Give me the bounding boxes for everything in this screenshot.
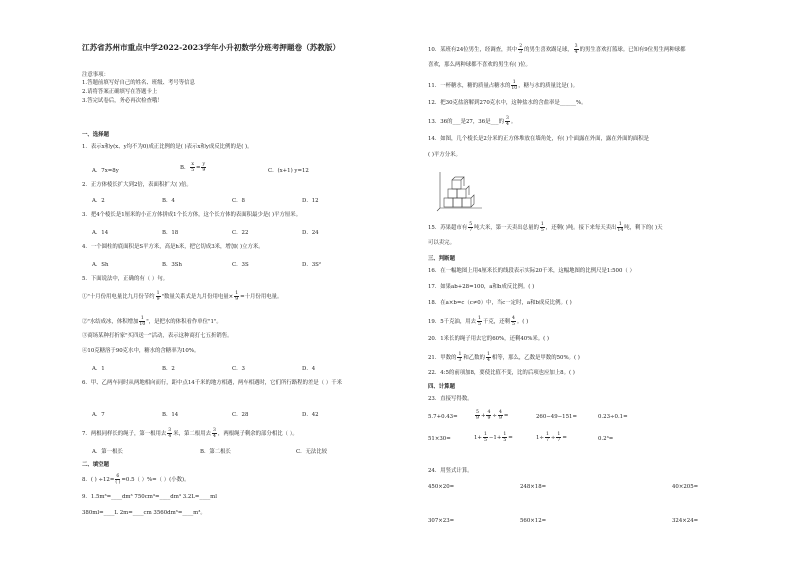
question-20: 20．1米长的绳子用去它的60%，还剩40%米。( ) [428,336,550,342]
question-9: 9．1.5m³=____dm³ 750cm³=____dm³ 3.2L=____ml [82,494,218,500]
question-5: 5．下面说法中，正确的有（ ）句。 [82,276,169,282]
option: C．3S [232,262,249,268]
note-item: 2.请将答案正确填写在答题卡上 [82,89,158,95]
option: A．2 [92,198,105,204]
calc-item: 260−49−151= [536,414,577,420]
question-8: 8．( ) ÷12= $\frac{6}{( )}$ =0.5（ ）%=（ ）(小数)。 [82,474,190,485]
question-19: 19．5千克油，用去 $\frac{1}{5}$ 千克，还剩 $\frac{4}{5}$ 。( ) [428,316,529,327]
question-17: 17．如果ab+28=100，a和b成反比例。( ) [428,284,535,290]
question-9-line2: 380ml=____L 2m=____cm 3560dm³=____m³。 [82,510,206,516]
question-16: 16．在一幅地图上用4厘米长的线段表示实际20千米，这幅地图的比例尺是1:500（ ） [428,268,635,274]
note-item: 1.答题前填写好自己的姓名、班级、考号等信息 [82,80,195,86]
calc-item: 0.23÷0.1= [598,414,628,420]
question-14-line2: ( )平方分米。 [428,152,461,158]
question-15-line2: 可以卖完。 [428,240,455,246]
option: A．第一根长 [92,449,123,455]
statement: ②"水结成冰，体积增加 $\frac{1}{10}$ "，是把水的体积看作单位"1"。 [82,316,222,327]
calc-item: 1÷ $\frac{1}{7}$ ÷ $\frac{1}{7}$ = [536,432,567,443]
note-item: 3.答完试卷后，务必再次检查哦！ [82,98,163,104]
option: C．28 [232,412,249,418]
question-21: 21．甲数的 $\frac{1}{3}$ 和乙数的 $\frac{1}{4}$ 相等，那么，乙数是甲数的50%。( ) [428,352,580,363]
option: C．(x+1) y=12 [268,168,309,174]
option: C．3 [232,366,245,372]
section-heading: 三、判断题 [428,256,455,262]
question-6: 6．甲、乙两车同时从两地相向而行，距中点14千米的地方相遇，两车相遇时，它们所行路程的差是（ ）千米 [82,380,342,386]
page-title: 江苏省苏州市重点中学2022-2023学年小升初数学分班考押题卷（苏教版） [82,43,341,52]
question-11: 11．一杯糖水，糖的质量占糖水的 $\frac{1}{10}$ ，糖与水的质量比是( )。 [428,80,579,91]
stacked-cubes-figure [436,170,484,212]
question-14: 14．如图，几个棱长是2分米的正方体堆放在墙角处，有( )个面露在外面，露在外面的面积是 [428,136,650,142]
question-12: 12．把30克盐溶解到270克水中，这种盐水的含盐率是______%。 [428,100,587,106]
section-heading: 二、填空题 [82,462,109,468]
question-15: 15．苏果超市有 $\frac{5}{7}$ 吨大米，第一天卖出总量的 $\frac{1}{5}$ ，还剩( )吨。接下来每天卖出 $\frac{1}{14}$ 吨，剩下的( )天 [428,222,663,233]
option: B．14 [162,412,179,418]
question-23: 23．直接写得数。 [428,396,473,402]
question-10-line2: 喜欢，那么两种球都不喜欢的男生有( )位。 [428,62,531,68]
option: B．18 [162,230,179,236]
calc-item: 40×205= [672,484,699,490]
question-10: 10．某班有24位男生，经调查，其中 $\frac{2}{3}$ 的男生喜欢踢足球， $\frac{3}{4}$ 的男生喜欢打篮球。已知有9位男生两种球都 [428,44,686,55]
calc-item: 307×23= [428,518,455,524]
question-3: 3．把4个棱长是1厘米的小正方体拼成1个长方体，这个长方体的表面积最少是( )平方厘米。 [82,212,302,218]
question-1: 1．表示x和y(x、y均不为0)成正比例的是( )表示x和y成反比例的是( )。 [82,144,253,150]
question-4: 4．一个圆柱的底面积是S平方米，高是h米，把它切成3米，增加( )立方米。 [82,244,264,250]
option: A．14 [92,230,109,236]
question-24: 24．用竖式计算。 [428,468,473,474]
question-18: 18．在a×b=c（c≠0）中，当c一定时，a和b成反比例。( ) [428,300,572,306]
option: B．2 [162,366,175,372]
option: D．4 [302,366,316,372]
statement: ①"十月份用电量比九月份节约 $\frac{1}{9}$ "数量关系式是九月份用电量× $\frac{1}{9}$ =十月份用电量。 [82,291,283,302]
calc-item: $\frac{5}{9}$ + $\frac{4}{9}$ ÷ $\frac{4}{9}$ = [476,410,509,421]
section-heading: 一、选择题 [82,132,109,138]
option: C．无法比较 [296,449,328,455]
calc-item: 1+ $\frac{1}{5}$ −1+ $\frac{1}{5}$ = [474,432,513,443]
option: A．Sh [92,262,109,268]
option: B． $\frac{x}{5}$ = $\frac{y}{9}$ [180,162,206,173]
notes-heading: 注意事项： [82,72,109,78]
question-13: 13．36的___是27，36是___的 $\frac{3}{4}$ 。 [428,116,517,127]
option: B．第二根长 [200,449,231,455]
option: C．22 [232,230,249,236]
option: D．12 [302,198,319,204]
option: B．4 [162,198,175,204]
calc-item: 324×24= [672,518,699,524]
calc-item: 0.2³= [598,436,614,442]
question-7: 7．两根同样长的绳子，第一根用去 $\frac{3}{4}$ 米，第二根用去 $\frac{3}{4}$ ，两根绳子剩余的部分相比（ ）。 [82,428,298,439]
calc-item: 450×20= [428,484,455,490]
calc-item: 5.7+0.43= [428,414,458,420]
question-22: 22．4:5的前项加8，要使比值不变，比的后项也应加上8。( ) [428,370,575,376]
calc-item: 248×18= [520,484,547,490]
option: A．7x=8y [92,168,119,174]
option: C．8 [232,198,245,204]
option: D．42 [302,412,319,418]
question-2: 2．正方体棱长扩大到2倍，表面积扩大( )倍。 [82,182,192,188]
option: A．7 [92,412,105,418]
statement: ④10克糖溶于90克水中，糖水的含糖率为10%。 [82,348,200,354]
option: A．1 [92,366,105,372]
option: B．3Sh [162,262,182,268]
section-heading: 四、计算题 [428,384,455,390]
option: D．24 [302,230,319,236]
option: D．3S² [302,262,321,268]
calc-item: 51×30= [428,436,451,442]
statement: ③商场某种打折家"买四送一"活动，表示这种商打七五折销售。 [82,333,233,339]
calc-item: 560×12= [520,518,547,524]
